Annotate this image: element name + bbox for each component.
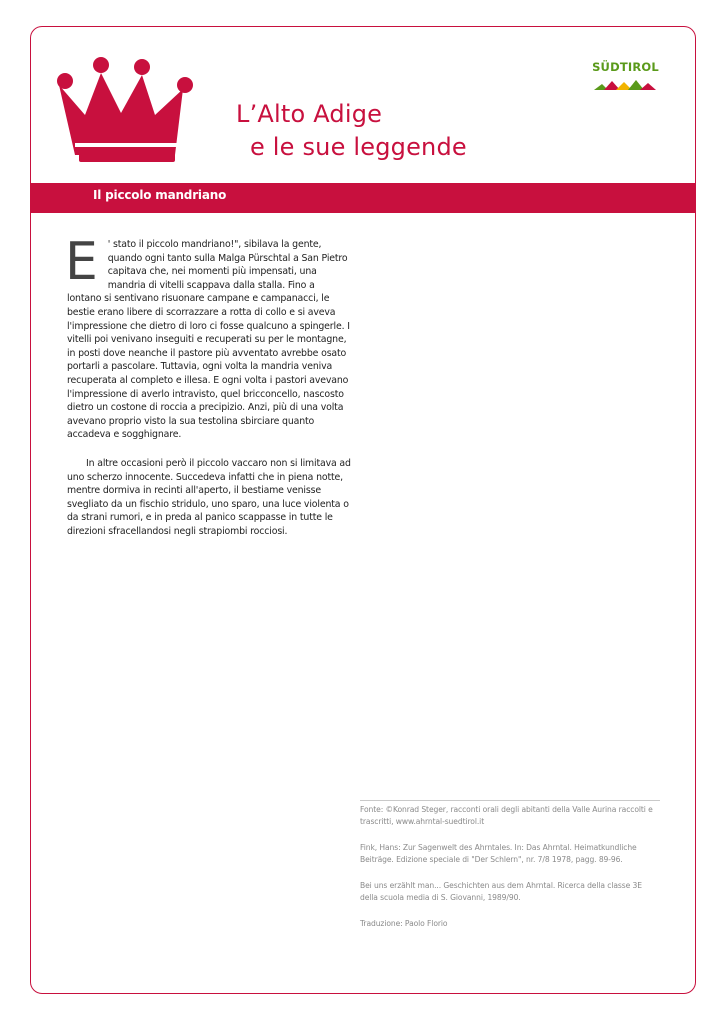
- translation-credit: Traduzione: Paolo Florio: [360, 919, 448, 928]
- story-paragraph-1: ' stato il piccolo mandriano!", sibilava la gente, quando ogni tanto sulla Malga Pürschtal a San Pietro capitava che, nei momenti più impensati, una mandria di vitelli scappava dalla stalla. Fino a lontano si sentivano risuonare campane e campanacci, le bestie erano libere di scorrazzare a rotta di collo e si aveva l'impressione che dietro di loro ci fosse qualcuno a spingerle. I vitelli poi venivano inseguiti e recuperati su per le montagne, in posti dove neanche il pastore più avventato avrebbe osato portarli a pascolare. Tuttavia, ogni volta la mandria veniva recuperata al completo e illesa. E ogni volta i pastori avevano l'impressione di averlo intravisto, quel bricconcello, nascosto dietro un costone di roccia a precipizio. Anzi, più di una volta avevano proprio visto la sua testolina sbirciare quanto accadeva e sogghignare.: [67, 239, 350, 441]
- suedtirol-logo: [588, 60, 663, 96]
- mountains-logo-icon: [594, 78, 658, 92]
- logo-text: SÜDTIROL: [592, 60, 659, 74]
- source-3: Bei uns erzählt man... Geschichten aus dem Ahrntal. Ricerca della classe 3E della scuola media di S. Giovanni, 1989/90.: [360, 881, 642, 902]
- story-paragraph-2: In altre occasioni però il piccolo vaccaro non si limitava ad uno scherzo innocente. Succedeva infatti che in piena notte, mentre dormiva in recinti all'aperto, il bestiame venisse svegliato da un fischio stridulo, uno sparo, una luce violenta o da strani rumori, e in preda al panico scappasse in tutte le direzioni sfracellandosi negli strapiombi rocciosi.: [67, 457, 351, 537]
- section-title: Il piccolo mandriano: [93, 188, 227, 202]
- story-text: [65, 232, 351, 538]
- title-line-2: e le sue leggende: [250, 133, 467, 161]
- sources-block: [360, 800, 660, 945]
- drop-cap: E: [65, 232, 98, 292]
- page-title: [236, 98, 467, 164]
- source-1: Fonte: ©Konrad Steger, racconti orali degli abitanti della Valle Aurina raccolti e trascritti, www.ahrntal-suedtirol.it: [360, 805, 653, 826]
- source-2: Fink, Hans: Zur Sagenwelt des Ahrntales. In: Das Ahrntal. Heimatkundliche Beiträge. Edizione speciale di "Der Schlern", nr. 7/8 1978, pagg. 89-96.: [360, 843, 637, 864]
- title-line-1: L’Alto Adige: [236, 100, 383, 128]
- crown-icon: [55, 55, 195, 165]
